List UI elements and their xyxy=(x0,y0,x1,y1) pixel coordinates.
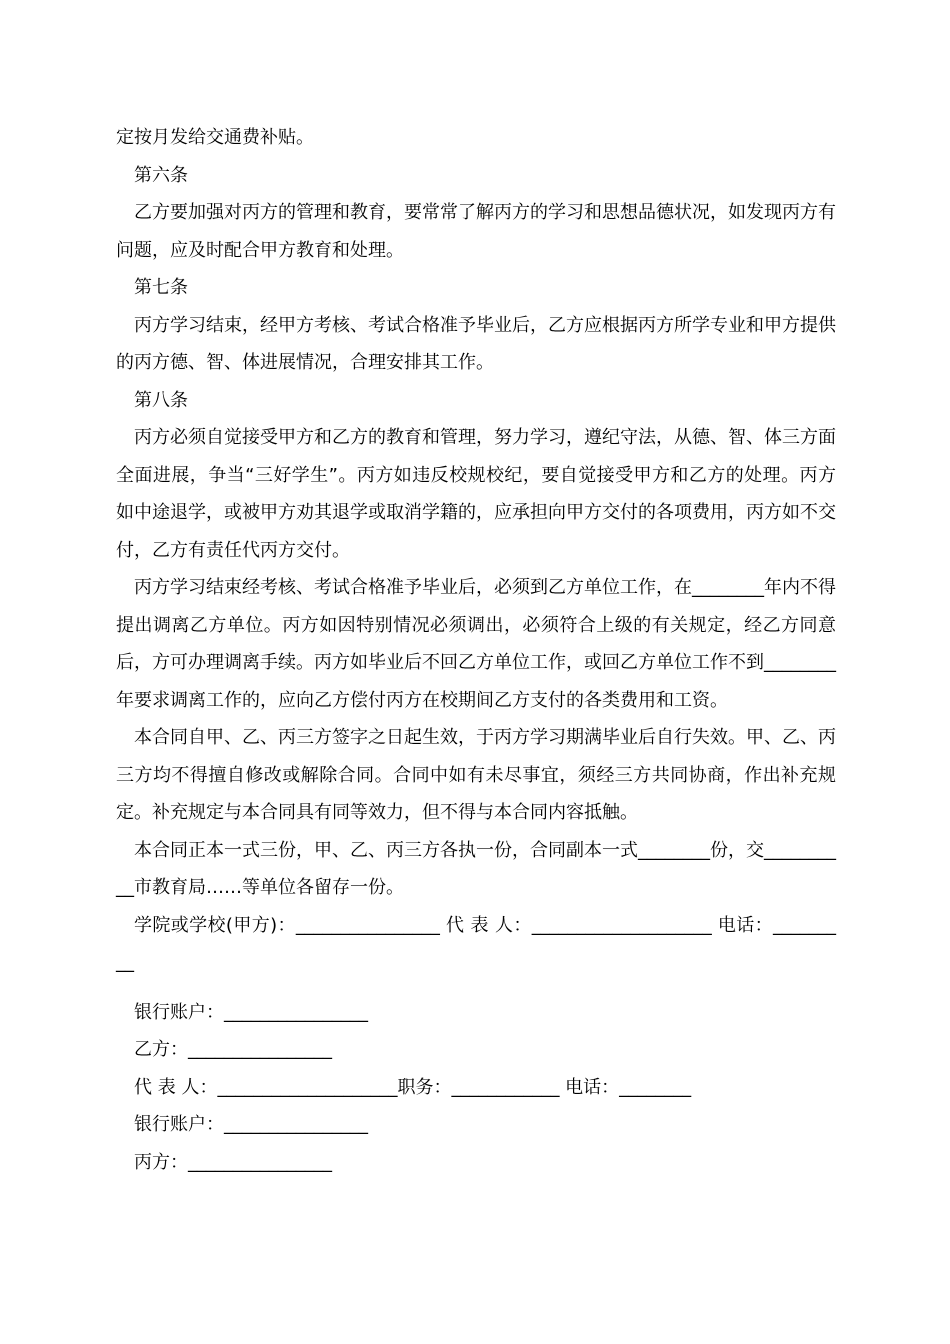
spacer xyxy=(116,982,836,994)
article-7-text: 丙方学习结束，经甲方考核、考试合格准予毕业后，乙方应根据丙方所学专业和甲方提供的丙方德、智、体进展情况，合理安排其工作。 xyxy=(116,314,836,373)
article-6-text: 乙方要加强对丙方的管理和教育，要常常了解丙方的学习和思想品德状况，如发现丙方有问题，应及时配合甲方教育和处理。 xyxy=(116,202,836,261)
party-a-signature-line: 学院或学校(甲方)：________________ 代 表 人：____________________ 电话：_________ xyxy=(116,914,836,973)
party-b-line: 乙方：________________ xyxy=(134,1039,332,1060)
party-c-line: 丙方：________________ xyxy=(134,1151,332,1173)
article-6-heading: 第六条 xyxy=(134,164,188,186)
paragraph-transport-subsidy: 定按月发给交通费补贴。 xyxy=(116,127,314,148)
article-7-heading: 第七条 xyxy=(134,277,188,298)
party-a-bank-account-line: 银行账户：________________ xyxy=(134,1001,368,1023)
employment-obligation-text: 丙方学习结束经考核、考试合格准予毕业后，必须到乙方单位工作，在________年内不得提出调离乙方单位。丙方如因特别情况必须调出，必须符合上级的有关规定，经乙方同意后，方可办理调离手续。丙方如毕业后不回乙方单位工作，或回乙方单位工作不到________年要求调离工作的，应向乙方偿付丙方在校期间乙方支付的各类费用和工资。 xyxy=(116,577,836,711)
article-8-text: 丙方必须自觉接受甲方和乙方的教育和管理，努力学习，遵纪守法，从德、智、体三方面全面进展，争当“三好学生”。丙方如违反校规校纪，要自觉接受甲方和乙方的处理。丙方如中途退学，或被甲方劝其退学或取消学籍的，应承担向甲方交付的各项费用，丙方如不交付，乙方有责任代丙方交付。 xyxy=(116,427,836,561)
contract-copies-text: 本合同正本一式三份，甲、乙、丙三方各执一份，合同副本一式________份，交__________市教育局……等单位各留存一份。 xyxy=(116,839,836,898)
contract-validity-text: 本合同自甲、乙、丙三方签字之日起生效，于丙方学习期满毕业后自行失效。甲、乙、丙三方均不得擅自修改或解除合同。合同中如有未尽事宜，须经三方共同协商，作出补充规定。补充规定与本合同具有同等效力，但不得与本合同内容抵触。 xyxy=(116,727,836,823)
article-8-heading: 第八条 xyxy=(134,389,188,411)
contract-body xyxy=(116,119,836,1181)
party-b-representative-line: 代 表 人：____________________职务：____________ 电话：________ xyxy=(134,1076,692,1098)
party-b-bank-account-line: 银行账户：________________ xyxy=(134,1114,368,1135)
